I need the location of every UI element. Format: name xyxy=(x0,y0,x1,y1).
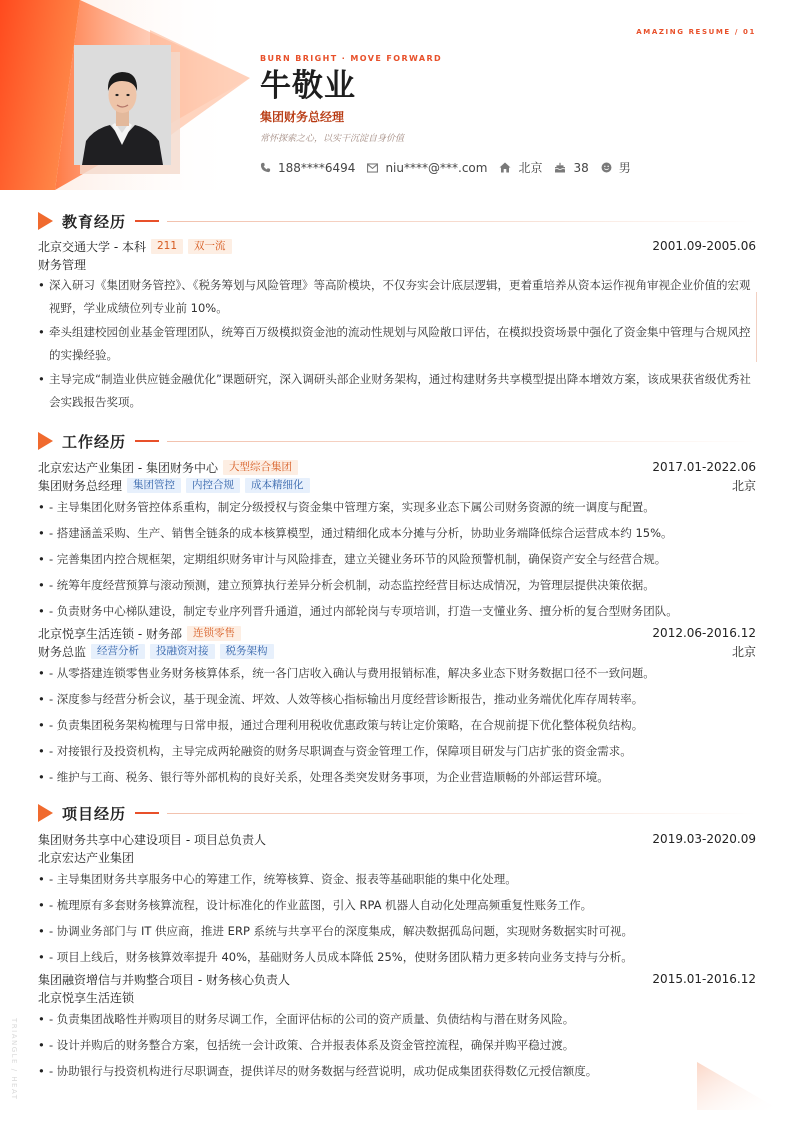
education-entry xyxy=(38,237,756,414)
list-item: • - 负责集团税务架构梳理与日常申报，通过合理利用税收优惠政策与转让定价策略，在合规前提下优化整体税负结构。 xyxy=(38,712,756,738)
role-name: 集团财务总经理 xyxy=(38,478,123,493)
company-line xyxy=(38,625,241,642)
project-row xyxy=(38,830,756,848)
school-tag: 211 xyxy=(151,239,183,254)
list-item: • - 对接银行及投资机构，主导完成两轮融资的财务尽职调查与资金管理工作，保障项目研发与门店扩张的资金需求。 xyxy=(38,738,756,764)
home-icon xyxy=(499,162,511,173)
section-title: 工作经历 xyxy=(62,432,127,451)
contact-gender xyxy=(601,159,631,176)
motto: 常怀探索之心，以实干沉淀自身价值 xyxy=(260,134,405,144)
company-name: 北京宏达产业集团 - 集团财务中心 xyxy=(38,460,218,475)
role-row xyxy=(38,476,756,494)
heading-dash xyxy=(135,220,159,222)
project-period: 2015.01-2016.12 xyxy=(652,972,756,986)
skill-tag: 成本精细化 xyxy=(245,478,310,493)
project-bullets xyxy=(38,866,756,970)
company-tag: 大型综合集团 xyxy=(223,460,298,475)
city: 北京 xyxy=(518,161,543,175)
company-row xyxy=(38,624,756,642)
list-item: • - 统筹年度经营预算与滚动预测，建立预算执行差异分析会机制，动态监控经营目标达成情况，为管理层提供决策依据。 xyxy=(38,572,756,598)
mail-icon xyxy=(367,163,378,173)
role-name: 财务总监 xyxy=(38,644,87,659)
side-tag: TRIANGLE / HEAT xyxy=(10,1018,18,1101)
company-tag: 连锁零售 xyxy=(187,626,241,641)
resume-header xyxy=(260,54,764,176)
list-item: • - 主导集团化财务管控体系重构，制定分级授权与资金集中管理方案，实现多业态下属公司财务资源的统一调度与配置。 xyxy=(38,494,756,520)
job-bullets xyxy=(38,494,756,624)
heading-rule xyxy=(167,221,756,222)
project-entry xyxy=(38,970,756,1084)
work-entry xyxy=(38,458,756,624)
list-item: • - 负责财务中心梯队建设，制定专业序列晋升通道，通过内部轮岗与专项培训，打造一支懂业务、擅分析的复合型财务团队。 xyxy=(38,598,756,624)
list-item: • - 从零搭建连锁零售业务财务核算体系，统一各门店收入确认与费用报销标准，解决多业态下财务数据口径不一致问题。 xyxy=(38,660,756,686)
contact-list xyxy=(260,159,764,176)
list-item: • - 深度参与经营分析会议，基于现金流、坪效、人效等核心指标输出月度经营诊断报告，推动业务端优化库存周转率。 xyxy=(38,686,756,712)
education-period: 2001.09-2005.06 xyxy=(652,239,756,253)
skill-tag: 经营分析 xyxy=(91,644,145,659)
phone-number: 188****6494 xyxy=(278,160,356,175)
list-item: • - 项目上线后，财务核算效率提升 40%，基础财务人员成本降低 25%，使财务团队精力更多转向业务支持与分析。 xyxy=(38,944,756,970)
project-org: 北京悦享生活连锁 xyxy=(38,990,135,1005)
list-item: • - 完善集团内控合规框架，定期组织财务审计与风险排查，建立关键业务环节的风险预警机制，确保资产安全与经营合规。 xyxy=(38,546,756,572)
portrait-icon xyxy=(74,45,171,165)
email-address: niu****@***.com xyxy=(385,160,488,175)
section-title: 教育经历 xyxy=(62,212,127,231)
heading-rule xyxy=(167,441,756,442)
list-item: • - 负责集团战略性并购项目的财务尽调工作，全面评估标的公司的资产质量、负债结构与潜在财务风险。 xyxy=(38,1006,756,1032)
section-title: 项目经历 xyxy=(62,804,127,823)
project-row xyxy=(38,970,756,988)
contact-city xyxy=(499,159,542,176)
contact-age xyxy=(554,161,588,175)
list-item: • - 搭建涵盖采购、生产、销售全链条的成本核算模型，通过精细化成本分摊与分析，协助业务端降低综合运营成本约 15%。 xyxy=(38,520,756,546)
list-item: • - 设计并购后的财务整合方案，包括统一会计政策、合并报表体系及资金管控流程，确保并购平稳过渡。 xyxy=(38,1032,756,1058)
job-title: 集团财务总经理 xyxy=(260,110,345,124)
list-item: • 主导完成“制造业供应链金融优化”课题研究，深入调研头部企业财务架构，通过构建财务共享模型提出降本增效方案，该成果获省级优秀社会实践报告奖项。 xyxy=(38,368,756,414)
skill-tag: 投融资对接 xyxy=(150,644,215,659)
job-bullets xyxy=(38,660,756,790)
triangle-icon xyxy=(38,804,53,822)
company-line xyxy=(38,459,298,476)
decorative-line xyxy=(756,292,757,362)
cake-icon xyxy=(554,162,566,173)
age: 38 xyxy=(573,160,589,175)
slogan: BURN BRIGHT · MOVE FORWARD xyxy=(260,54,443,63)
role-line xyxy=(38,477,310,494)
job-location: 北京 xyxy=(731,478,756,493)
company-name: 北京悦享生活连锁 - 财务部 xyxy=(38,626,182,641)
smiley-icon xyxy=(601,162,612,173)
heading-dash xyxy=(135,812,159,814)
education-section-heading xyxy=(38,211,756,231)
list-item: • - 维护与工商、税务、银行等外部机构的良好关系，处理各类突发财务事项，为企业营造顺畅的外部运营环境。 xyxy=(38,764,756,790)
skill-tag: 集团管控 xyxy=(127,478,181,493)
contact-email xyxy=(367,161,487,175)
role-line xyxy=(38,643,274,660)
school-tag: 双一流 xyxy=(188,239,232,254)
project-period: 2019.03-2020.09 xyxy=(652,832,756,846)
list-item: • 牵头组建校园创业基金管理团队，统筹百万级模拟资金池的流动性规划与风险敞口评估，在模拟投资场景中强化了资金集中管理与合规风控的实操经验。 xyxy=(38,321,756,367)
major: 财务管理 xyxy=(38,257,87,272)
project-org: 北京宏达产业集团 xyxy=(38,850,135,865)
job-location: 北京 xyxy=(731,644,756,659)
list-item: • - 梳理原有多套财务核算流程，设计标准化的作业蓝图，引入 RPA 机器人自动化处理高频重复性账务工作。 xyxy=(38,892,756,918)
school-line xyxy=(38,238,232,255)
skill-tag: 税务架构 xyxy=(220,644,274,659)
skill-tag: 内控合规 xyxy=(186,478,240,493)
project-name: 集团财务共享中心建设项目 - 项目总负责人 xyxy=(38,832,266,847)
company-row xyxy=(38,458,756,476)
education-row xyxy=(38,237,756,255)
gender: 男 xyxy=(618,161,631,175)
triangle-icon xyxy=(38,432,53,450)
heading-rule xyxy=(167,813,756,814)
project-entry xyxy=(38,830,756,970)
candidate-name: 牛敬业 xyxy=(260,68,356,104)
work-entry xyxy=(38,624,756,790)
list-item: • 深入研习《集团财务管控》、《税务筹划与风险管理》等高阶模块，不仅夯实会计底层逻辑，更着重培养从资本运作视角审视企业价值的宏观视野，学业成绩位列专业前 10%。 xyxy=(38,274,756,320)
resume-tag: AMAZING RESUME / 01 xyxy=(636,28,756,36)
project-bullets xyxy=(38,1006,756,1084)
list-item: • - 协助银行与投资机构进行尽职调查，提供详尽的财务数据与经营说明，成功促成集团获得数亿元授信额度。 xyxy=(38,1058,756,1084)
role-row xyxy=(38,642,756,660)
list-item: • - 主导集团财务共享服务中心的筹建工作，统筹核算、资金、报表等基础职能的集中化处理。 xyxy=(38,866,756,892)
school-name: 北京交通大学 - 本科 xyxy=(38,239,146,254)
project-section-heading xyxy=(38,803,756,823)
list-item: • - 协调业务部门与 IT 供应商，推进 ERP 系统与共享平台的深度集成，解决数据孤岛问题，实现财务数据实时可视。 xyxy=(38,918,756,944)
phone-icon xyxy=(260,162,271,173)
triangle-icon xyxy=(38,212,53,230)
project-name: 集团融资增信与并购整合项目 - 财务核心负责人 xyxy=(38,972,290,987)
heading-dash xyxy=(135,440,159,442)
job-period: 2012.06-2016.12 xyxy=(652,626,756,640)
job-period: 2017.01-2022.06 xyxy=(652,460,756,474)
avatar xyxy=(74,45,171,165)
contact-phone xyxy=(260,161,355,175)
education-bullets xyxy=(38,274,756,414)
work-section-heading xyxy=(38,431,756,451)
